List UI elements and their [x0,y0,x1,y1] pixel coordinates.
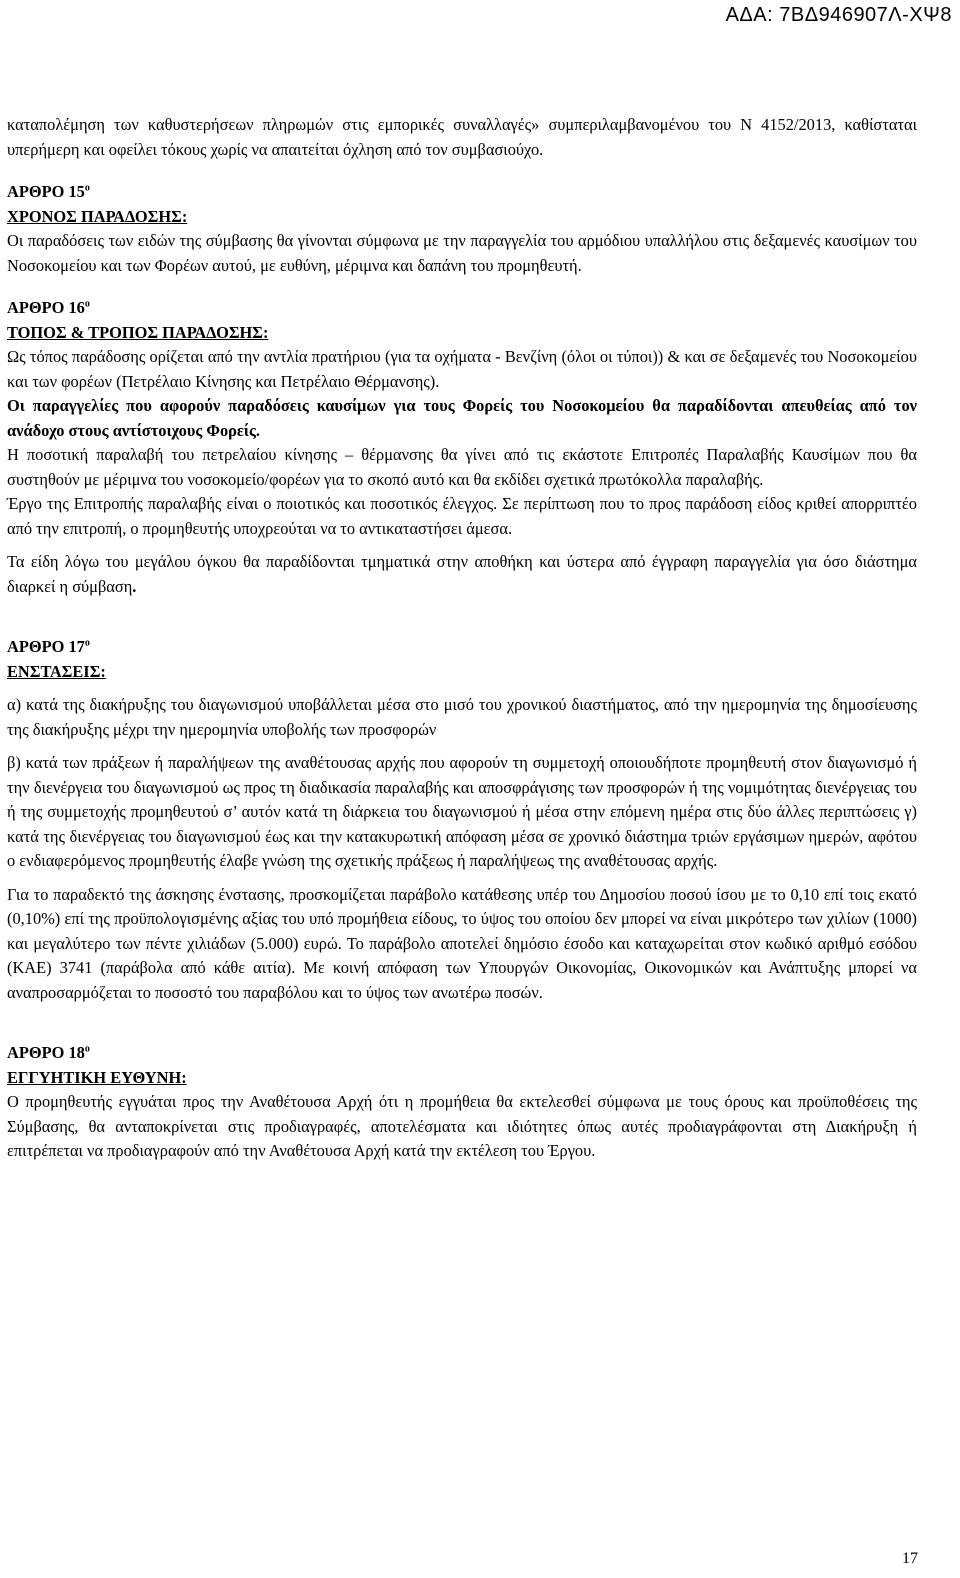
page-number: 17 [902,1550,918,1567]
article-15-subtitle: ΧΡΟΝΟΣ ΠΑΡΑΔΟΣΗΣ: [7,206,188,226]
article-16-paragraph-orders: Οι παραγγελίες που αφορούν παραδόσεις καυσίμων για τους Φορείς του Νοσοκομείου θα παραδίδονται απευθείας από τον ανάδοχο στους αντίστοιχους Φορείς. [7,396,917,440]
article-18-subtitle: ΕΓΓΥΗΤΙΚΗ ΕΥΘΥΝΗ: [7,1067,187,1087]
article-16-paragraph-committee: Έργο της Επιτροπής παραλαβής είναι ο ποιοτικός και ποσοτικός έλεγχος. Σε περίπτωση που το προς παράδοση είδος κριθεί απορριπτέο από την επιτροπή, ο προμηθευτής υποχρεούται να το αντικαταστήσει άμεσα. [7,494,917,538]
article-18-ordinal: ο [84,1043,90,1055]
intro-paragraph: καταπολέμηση των καθυστερήσεων πληρωμών στις εμπορικές συναλλαγές» συμπεριλαμβανομένου του Ν 4152/2013, καθίσταται υπερήμερη και οφείλει τόκους χωρίς να απαιτείται όχληση από τον συμβασιούχο. [7,115,917,159]
document-body [7,113,917,1164]
article-17-paragraph-b: β) κατά των πράξεων ή παραλήψεων της αναθέτουσας αρχής που αφορούν τη συμμετοχή οποιουδήποτε προμηθευτή στον διαγωνισμό ή την διενέργεια του διαγωνισμού ως προς τη διαδικασία παραλαβής και αποσφράγισης των προσφορών ή της νομιμότητας διενέργειας του ή της συμμετοχής προμηθευτού σ’ αυτόν κατά τη διάρκεια του διαγωνισμού ή μέσα στην επόμενη ημέρα στις δύο άλλες περιπτώσεις γ) κατά της διενέργειας του διαγωνισμού έως και την κατακυρωτική απόφαση μέσα σε χρονικό διάστημα τριών εργάσιμων ημερών, αφότου ο ενδιαφερόμενος προμηθευτής έλαβε γνώση της σχετικής πράξεως ή παραλήψεως της αναθέτουσας αρχής. [7,753,917,870]
article-17 [7,635,917,1005]
article-16-partial-text: Τα είδη λόγω του μεγάλου όγκου θα παραδίδονται τμηματικά στην αποθήκη και ύστερα από έγγραφη παραγγελία για όσο διάστημα διαρκεί η σύμβαση [7,552,917,596]
article-16-paragraph-place: Ως τόπος παράδοσης ορίζεται από την αντλία πρατήριου (για τα οχήματα - Βενζίνη (όλοι οι τύποι)) & και σε δεξαμενές του Νοσοκομείου και των φορέων (Πετρέλαιο Κίνησης και Πετρέλαιο Θέρμανσης). [7,347,917,391]
article-15-title [7,180,917,205]
article-18 [7,1041,917,1164]
article-16-paragraph-partial [7,550,917,599]
article-16-ordinal: ο [84,298,90,310]
article-18-title-text: ΑΡΘΡΟ 18 [7,1043,85,1062]
article-16-title [7,296,917,321]
article-16-partial-end: . [132,576,137,596]
article-15 [7,180,917,278]
article-16 [7,296,917,599]
article-17-paragraph-a: α) κατά της διακήρυξης του διαγωνισμού υποβάλλεται μέσα στο μισό του χρονικού διαστήματος, από την ημερομηνία της δημοσίευσης της διακήρυξης μέχρι την ημερομηνία υποβολής των προσφορών [7,695,917,739]
ada-identifier: ΑΔΑ: 7ΒΔ946907Λ-ΧΨ8 [725,4,952,26]
article-17-paragraph-fee: Για το παραδεκτό της άσκησης ένστασης, προσκομίζεται παράβολο κατάθεσης υπέρ του Δημοσίου ποσού ίσου με το 0,10 επί τοις εκατό (0,10%) επί της προϋπολογισμένης αξίας του υπό προμήθεια είδους, το ύψος του οποίου δεν μπορεί να είναι μικρότερο των χιλίων (1000) και μεγαλύτερο των πέντε χιλιάδων (5.000) ευρώ. Το παράβολο αποτελεί δημόσιο έσοδο και καταχωρείται στον κωδικό αριθμό εσόδου (ΚΑΕ) 3741 (παράβολα από κάθε αιτία). Με κοινή απόφαση των Υπουργών Οικονομίας, Οικονομικών και Ανάπτυξης μπορεί να αναπροσαρμόζεται το ποσοστό του παραβόλου και το ύψος των ανωτέρω ποσών. [7,884,917,1002]
article-16-subtitle: ΤΟΠΟΣ & ΤΡΟΠΟΣ ΠΑΡΑΔΟΣΗΣ: [7,322,269,342]
article-16-paragraph-receipt: Η ποσοτική παραλαβή του πετρελαίου κίνησης – θέρμανσης θα γίνει από τις εκάστοτε Επιτροπές Παραλαβής Καυσίμων που θα συστηθούν με μέριμνα του νοσοκομείο/φορέων για το σκοπό αυτό και θα εκδίδει σχετικά πρωτόκολλα παραλαβής. [7,445,917,489]
article-17-title [7,635,917,660]
article-16-title-text: ΑΡΘΡΟ 16 [7,298,85,317]
article-18-title [7,1041,917,1066]
article-17-ordinal: ο [84,637,90,649]
article-15-title-text: ΑΡΘΡΟ 15 [7,182,85,201]
article-18-paragraph: Ο προμηθευτής εγγυάται προς την Αναθέτουσα Αρχή ότι η προμήθεια θα εκτελεσθεί σύμφωνα με τους όρους και προϋποθέσεις της Σύμβασης, θα ανταποκρίνεται στις προδιαγραφές, αποτελέσματα και ιδιότητες όπως αυτές προδιαγράφονται στη Διακήρυξη ή επιτρέπεται να προδιαγραφούν από την Αναθέτουσα Αρχή κατά την εκτέλεση του Έργου. [7,1092,917,1160]
article-15-paragraph: Οι παραδόσεις των ειδών της σύμβασης θα γίνονται σύμφωνα με την παραγγελία του αρμόδιου υπαλλήλου στις δεξαμενές καυσίμων του Νοσοκομείου και των Φορέων αυτού, με ευθύνη, μέριμνα και δαπάνη του προμηθευτή. [7,231,917,275]
article-17-title-text: ΑΡΘΡΟ 17 [7,637,85,656]
article-15-ordinal: ο [84,182,90,194]
article-17-subtitle: ΕΝΣΤΑΣΕΙΣ: [7,661,106,681]
